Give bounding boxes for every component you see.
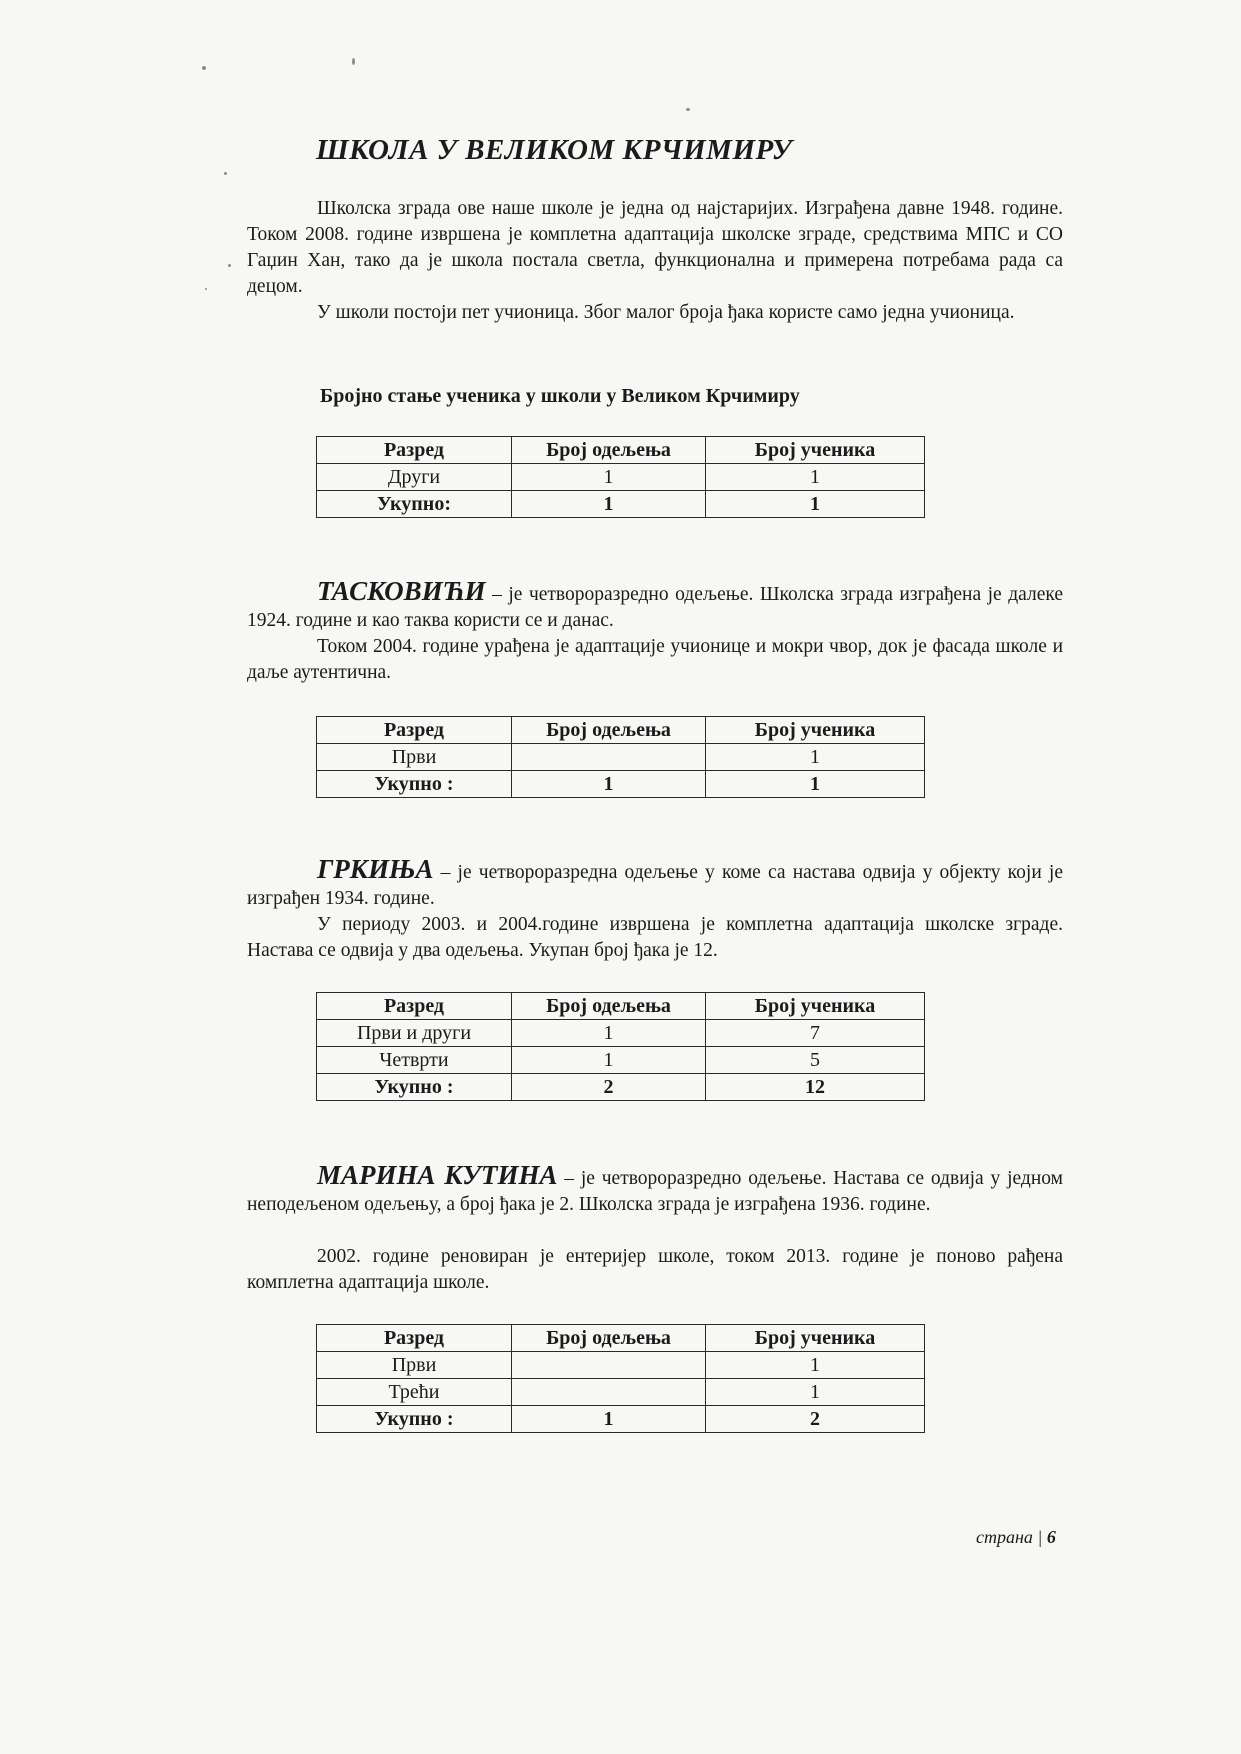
- cell-total-students: 2: [706, 1406, 925, 1433]
- cell-total-label: Укупно:: [317, 491, 512, 518]
- cell-total-label: Укупно :: [317, 771, 512, 798]
- cell-classes: 1: [512, 464, 706, 491]
- table-caption: Бројно стање ученика у школи у Великом Крчимиру: [320, 385, 800, 407]
- section-paragraph: [247, 912, 1063, 964]
- student-count-table: [316, 992, 925, 1101]
- cell-total-classes: 1: [512, 1406, 706, 1433]
- cell-total-classes: 1: [512, 491, 706, 518]
- scan-speck: [352, 58, 355, 65]
- header-students: Број ученика: [706, 717, 925, 744]
- table-header-row: [317, 717, 925, 744]
- cell-total-students: 12: [706, 1074, 925, 1101]
- footer-separator: |: [1037, 1527, 1043, 1547]
- section-lead-text: – је четвороразредно одељење. Настава се одвија у једном неподељеном одељењу, а број ђака је 2. Школска зграда је изграђена 1936. године.: [247, 1168, 1063, 1215]
- section-second-text: 2002. године реновиран је ентеријер школе, током 2013. године је поново рађена комплетна адаптација школе.: [247, 1246, 1063, 1293]
- cell-students: 1: [706, 1352, 925, 1379]
- table-row: [317, 464, 925, 491]
- intro-paragraph-text: Школска зграда ове наше школе је једна од најстаријих. Изграђена давне 1948. године. Током 2008. године извршена је комплетна адаптација школске зграде, средствима МПС и СО Гаџин Хан, тако да је школа постала светла, функционална и примерена потребама рада са децом.: [247, 198, 1063, 297]
- header-students: Број ученика: [706, 993, 925, 1020]
- footer-label: страна: [976, 1527, 1033, 1547]
- page-title: ШКОЛА У ВЕЛИКОМ КРЧИМИРУ: [316, 134, 793, 166]
- section-paragraph: [247, 856, 1063, 912]
- header-classes: Број одељења: [512, 717, 706, 744]
- cell-grade: Први: [317, 744, 512, 771]
- section-paragraph: [247, 578, 1063, 634]
- section-second-text: Током 2004. године урађена је адаптације учионице и мокри чвор, док је фасада школе и даље аутентична.: [247, 636, 1063, 683]
- cell-grade: Трећи: [317, 1379, 512, 1406]
- cell-classes: [512, 744, 706, 771]
- page-number: 6: [1046, 1527, 1056, 1547]
- scan-speck: [202, 66, 206, 70]
- cell-total-classes: 1: [512, 771, 706, 798]
- intro-paragraph: [247, 300, 1063, 326]
- table-header-row: [317, 1325, 925, 1352]
- table-header-row: [317, 437, 925, 464]
- header-classes: Број одељења: [512, 1325, 706, 1352]
- cell-students: 5: [706, 1047, 925, 1074]
- table-total-row: [317, 1074, 925, 1101]
- intro-paragraph-text: У школи постоји пет учионица. Због малог броја ђака користе само једна учионица.: [317, 302, 1015, 323]
- header-students: Број ученика: [706, 437, 925, 464]
- student-count-table: [316, 436, 925, 518]
- cell-grade: Први: [317, 1352, 512, 1379]
- page-footer: [976, 1527, 1056, 1548]
- table-row: [317, 1352, 925, 1379]
- section-lead-text: – је четвороразредно одељење. Школска зграда изграђена је далеке 1924. године и као таква користи се и данас.: [247, 584, 1063, 631]
- section-lead-text: – је четвороразредна одељење у коме са настава одвија у објекту који је изграђен 1934. године.: [247, 862, 1063, 909]
- cell-students: 7: [706, 1020, 925, 1047]
- section-paragraph: [247, 634, 1063, 686]
- header-classes: Број одељења: [512, 993, 706, 1020]
- cell-grade: Први и други: [317, 1020, 512, 1047]
- cell-classes: [512, 1379, 706, 1406]
- table-row: [317, 744, 925, 771]
- header-grade: Разред: [317, 993, 512, 1020]
- student-count-table: [316, 716, 925, 798]
- cell-total-classes: 2: [512, 1074, 706, 1101]
- header-students: Број ученика: [706, 1325, 925, 1352]
- cell-classes: [512, 1352, 706, 1379]
- cell-total-students: 1: [706, 491, 925, 518]
- cell-grade: Четврти: [317, 1047, 512, 1074]
- intro-paragraph: [247, 196, 1063, 300]
- cell-total-label: Укупно :: [317, 1074, 512, 1101]
- section-paragraph: [247, 1244, 1063, 1296]
- header-grade: Разред: [317, 717, 512, 744]
- cell-classes: 1: [512, 1047, 706, 1074]
- table-row: [317, 1379, 925, 1406]
- section-name: ТАСКОВИЋИ: [317, 576, 486, 606]
- cell-students: 1: [706, 464, 925, 491]
- table-total-row: [317, 491, 925, 518]
- section-name: ГРКИЊА: [317, 854, 434, 884]
- cell-students: 1: [706, 744, 925, 771]
- table-row: [317, 1020, 925, 1047]
- section-name: МАРИНА КУТИНА: [317, 1160, 558, 1190]
- table-row: [317, 1047, 925, 1074]
- section-second-text: У периоду 2003. и 2004.године извршена је комплетна адаптација школске зграде. Настава се одвија у два одељења. Укупан број ђака је 12.: [247, 914, 1063, 961]
- student-count-table: [316, 1324, 925, 1433]
- table-total-row: [317, 1406, 925, 1433]
- header-grade: Разред: [317, 437, 512, 464]
- header-grade: Разред: [317, 1325, 512, 1352]
- table-header-row: [317, 993, 925, 1020]
- scan-speck: [205, 288, 207, 290]
- header-classes: Број одељења: [512, 437, 706, 464]
- scan-speck: [686, 108, 690, 111]
- section-paragraph: [247, 1162, 1063, 1218]
- cell-students: 1: [706, 1379, 925, 1406]
- cell-total-label: Укупно :: [317, 1406, 512, 1433]
- table-total-row: [317, 771, 925, 798]
- cell-classes: 1: [512, 1020, 706, 1047]
- cell-total-students: 1: [706, 771, 925, 798]
- scan-speck: [228, 264, 231, 267]
- cell-grade: Други: [317, 464, 512, 491]
- scan-speck: [224, 172, 227, 175]
